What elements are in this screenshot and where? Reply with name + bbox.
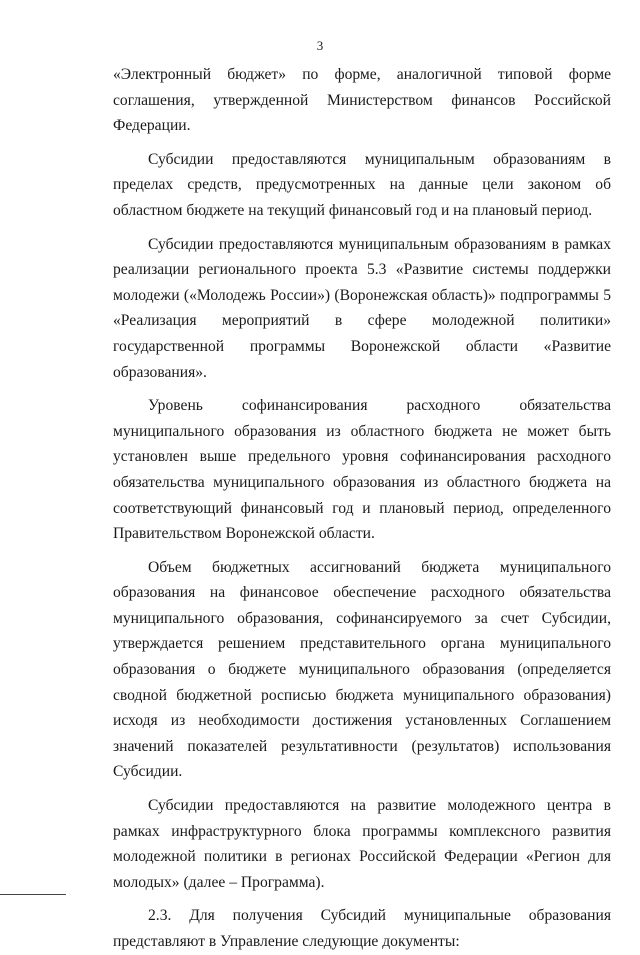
paragraph-subsidies-project: Субсидии предоставляются муниципальным образованиям в рамках реализации регионального проекта 5.3 «Развитие системы поддержки молодежи («Молодежь России») (Воронежская область)» подпрограммы 5 «Реализация мероприятий в сфере молодежной политики» государственной программы Воронежской области «Развитие образования». [113,235,611,381]
paragraph-cofinancing-level: Уровень софинансирования расходного обязательства муниципального образования из областного бюджета не может быть установлен выше предельного уровня софинансирования расходного обязательства муниципального образования из областного бюджета на соответствующий финансовый год и плановый период, определенного Правительством Воронежской области. [113,397,611,543]
paragraph-budget-volume: Объем бюджетных ассигнований бюджета муниципального образования на финансовое обеспечение расходного обязательства муниципального образования, софинансируемого за счет Субсидии, утверждается решением представительного органа муниципального образования о бюджете муниципального образования (определяется сводной бюджетной росписью бюджета муниципального образования) исходя из необходимости достижения установленных Соглашением значений показателей результативности (результатов) использования Субсидии. [113,558,611,781]
page-number: 3 [316,38,324,53]
footnote-separator [0,894,66,895]
paragraph-continuation: «Электронный бюджет» по форме, аналогичной типовой форме соглашения, утвержденной Министерством финансов Российской Федерации. [113,66,611,135]
paragraph-clause-2-3: 2.3. Для получения Субсидий муниципальные образования представляют в Управление следующие документы: [113,907,611,950]
paragraph-subsidies-limits: Субсидии предоставляются муниципальным образованиям в пределах средств, предусмотренных на данные цели законом об областном бюджете на текущий финансовый год и на плановый период. [113,150,611,219]
paragraph-youth-center: Субсидии предоставляются на развитие молодежного центра в рамках инфраструктурного блока программы комплексного развития молодежной политики в регионах Российской Федерации «Регион для молодых» (далее – Программа). [113,797,611,891]
document-body [113,62,611,955]
